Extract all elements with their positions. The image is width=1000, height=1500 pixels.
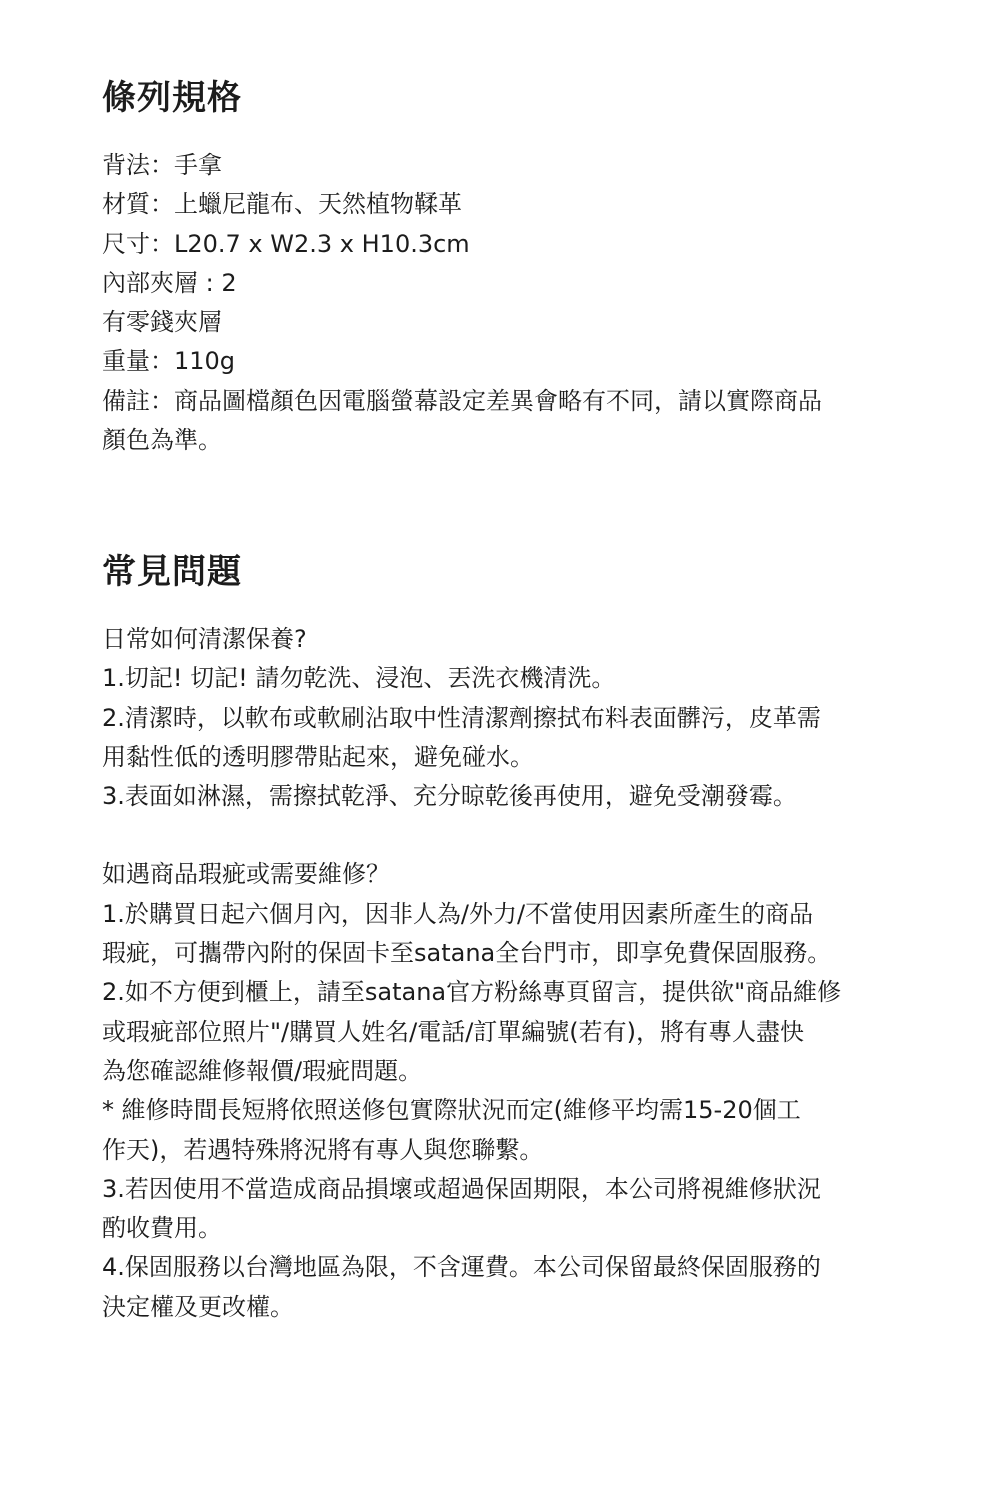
faq-repair-answer-line: 決定權及更改權。 — [102, 1292, 294, 1321]
spec-note: 備註：商品圖檔顏色因電腦螢幕設定差異會略有不同，請以實際商品 — [102, 386, 822, 415]
spec-inner-compartments: 內部夾層 : 2 — [102, 268, 237, 297]
product-spec-section — [102, 72, 902, 460]
faq-repair-answer-line: 2.如不方便到櫃上，請至satana官方粉絲專頁留言，提供欲"商品維修 — [102, 978, 842, 1007]
spec-material: 材質：上蠟尼龍布、天然植物鞣革 — [102, 190, 462, 219]
faq-repair-group — [102, 855, 902, 1327]
faq-cleaning-group — [102, 620, 902, 816]
spec-dimensions: 尺寸：L20.7 x W2.3 x H10.3cm — [102, 229, 470, 258]
faq-repair-answer-line: 作天)，若遇特殊將況將有專人與您聯繫。 — [102, 1135, 544, 1164]
faq-repair-answer-line: 4.保固服務以台灣地區為限，不含運費。本公司保留最終保固服務的 — [102, 1253, 821, 1282]
faq-cleaning-answer-line: 1.切記! 切記! 請勿乾洗、浸泡、丟洗衣機清洗。 — [102, 664, 616, 693]
faq-cleaning-answer-line: 用黏性低的透明膠帶貼起來，避免碰水。 — [102, 742, 534, 771]
spec-weight: 重量：110g — [102, 347, 236, 376]
faq-cleaning-answer-line: 3.表面如淋濕，需擦拭乾淨、充分晾乾後再使用，避免受潮發霉。 — [102, 782, 797, 811]
faq-repair-answer-line: 酌收費用。 — [102, 1214, 222, 1243]
faq-repair-answer-line: 1.於購買日起六個月內，因非人為/外力/不當使用因素所產生的商品 — [102, 899, 814, 928]
faq-cleaning-answer-line: 2.清潔時，以軟布或軟刷沾取中性清潔劑擦拭布料表面髒污，皮革需 — [102, 703, 821, 732]
spec-carry-method: 背法：手拿 — [102, 151, 222, 179]
spec-coin-pocket: 有零錢夾層 — [102, 308, 222, 337]
faq-section — [102, 546, 902, 1327]
spec-list — [102, 146, 902, 460]
faq-repair-answer-line: 瑕疵，可攜帶內附的保固卡至satana全台門市，即享免費保固服務。 — [102, 939, 832, 968]
faq-cleaning-question: 日常如何清潔保養? — [102, 625, 307, 653]
faq-repair-answer-line: * 維修時間長短將依照送修包實際狀況而定(維修平均需15-20個工 — [102, 1096, 801, 1125]
faq-repair-answer-line: 為您確認維修報價/瑕疵問題。 — [102, 1056, 423, 1085]
faq-repair-answer-line: 或瑕疵部位照片"/購買人姓名/電話/訂單編號(若有)，將有專人盡快 — [102, 1017, 805, 1046]
spec-heading: 條列規格 — [102, 78, 242, 118]
faq-heading: 常見問題 — [102, 552, 242, 592]
faq-repair-answer-line: 3.若因使用不當造成商品損壞或超過保固期限，本公司將視維修狀況 — [102, 1174, 821, 1203]
faq-repair-question: 如遇商品瑕疵或需要維修？ — [102, 860, 390, 889]
spec-note-continued: 顏色為準。 — [102, 426, 222, 455]
